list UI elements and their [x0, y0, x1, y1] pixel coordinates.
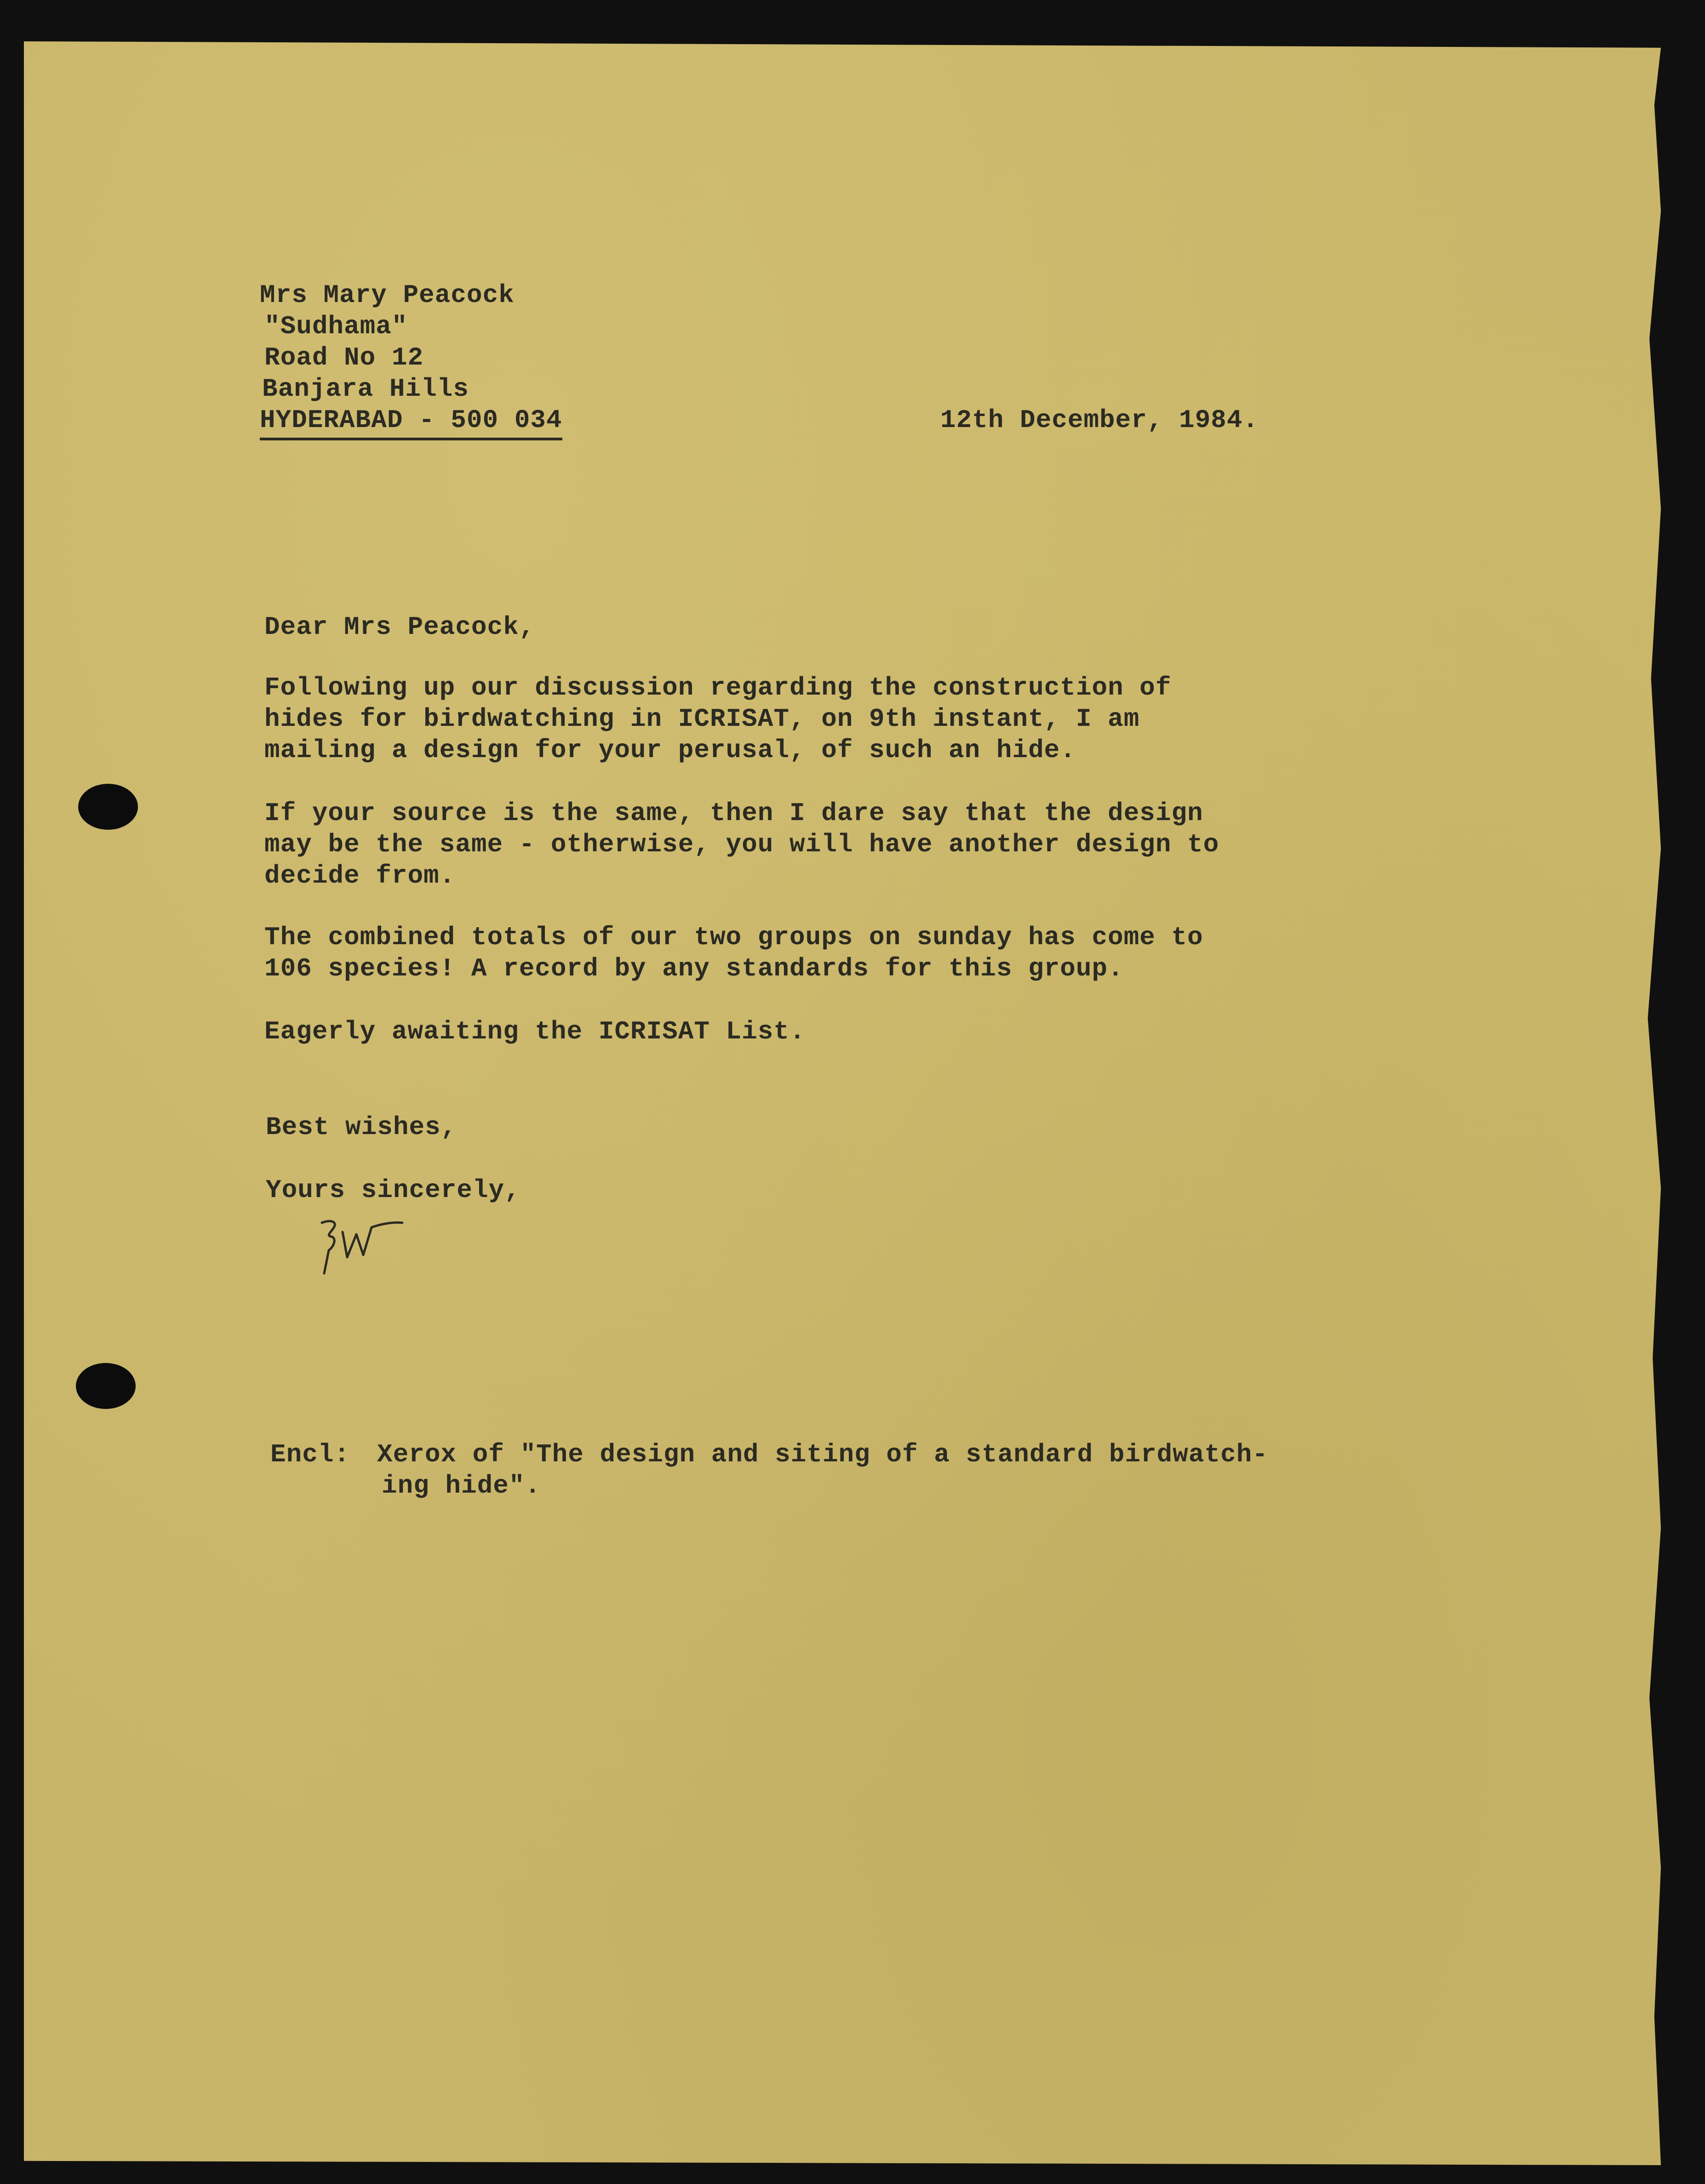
paragraph-line: Following up our discussion regarding the construction of [264, 673, 1172, 702]
paragraph-line: mailing a design for your perusal, of such an hide. [264, 736, 1076, 765]
recipient-road: Road No 12 [264, 343, 424, 372]
paragraph-line: hides for birdwatching in ICRISAT, on 9th instant, I am [264, 704, 1140, 734]
paragraph-2 [264, 798, 1322, 891]
handwritten-signature [317, 1214, 409, 1283]
paragraph-line: The combined totals of our two groups on sunday has come to [264, 923, 1203, 952]
recipient-name: Mrs Mary Peacock [260, 280, 515, 310]
paragraph-line: If your source is the same, then I dare say that the design [264, 798, 1203, 828]
enclosure-line-2: ing hide". [382, 1471, 541, 1500]
recipient-city: HYDERABAD - 500 034 [260, 405, 562, 440]
closing-wishes: Best wishes, [266, 1112, 457, 1142]
enclosure-line-1: Xerox of "The design and siting of a standard birdwatch- [377, 1440, 1268, 1469]
paragraph-4 [264, 1016, 1322, 1047]
enclosure-label: Encl: [270, 1440, 350, 1469]
paragraph-line: Eagerly awaiting the ICRISAT List. [264, 1017, 806, 1046]
letter-date: 12th December, 1984. [940, 405, 1259, 435]
salutation: Dear Mrs Peacock, [264, 612, 535, 642]
closing-sincerely: Yours sincerely, [266, 1175, 521, 1205]
paragraph-3 [264, 922, 1322, 984]
paragraph-line: decide from. [264, 861, 456, 890]
paragraph-line: may be the same - otherwise, you will have another design to [264, 830, 1219, 859]
paragraph-1 [264, 672, 1322, 766]
paragraph-line: 106 species! A record by any standards for this group. [264, 954, 1124, 983]
recipient-house: "Sudhama" [264, 312, 408, 341]
recipient-area: Banjara Hills [262, 374, 469, 404]
